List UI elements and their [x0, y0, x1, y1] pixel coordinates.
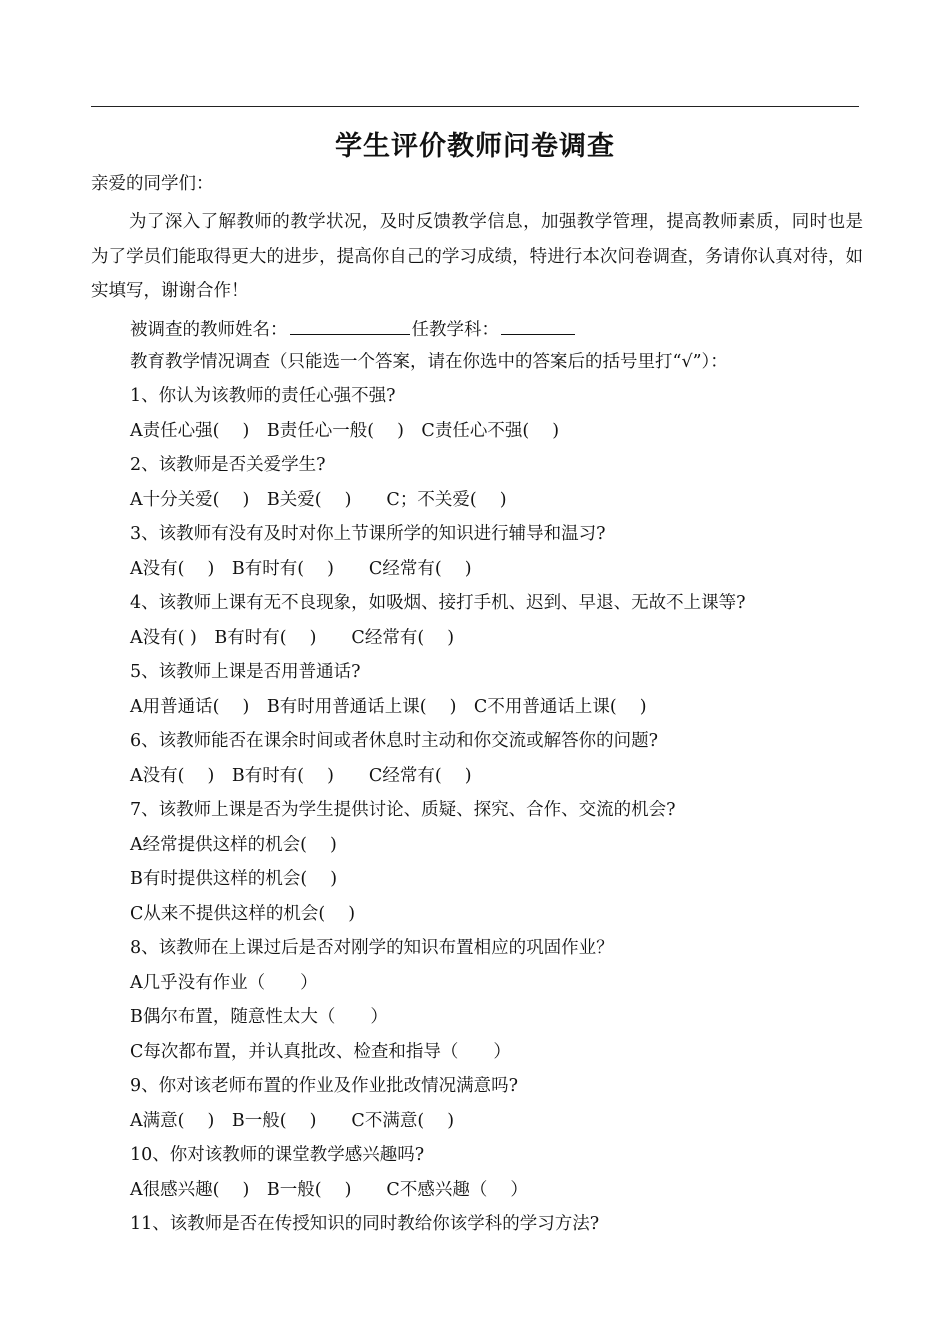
question-5: 5、该教师上课是否用普通话? [130, 662, 361, 682]
question-8: 8、该教师在上课过后是否对刚学的知识布置相应的巩固作业？ [130, 938, 614, 958]
question-6-options[interactable]: A没有( ) B有时有( ) C经常有( ) [130, 766, 472, 786]
question-4: 4、该教师上课有无不良现象，如吸烟、接打手机、迟到、早退、无故不上课等? [130, 593, 746, 613]
question-3: 3、该教师有没有及时对你上节课所学的知识进行辅导和温习? [130, 524, 606, 544]
question-7-option-b[interactable]: B有时提供这样的机会( ) [130, 869, 338, 889]
question-5-options[interactable]: A用普通话( ) B有时用普通话上课( ) C不用普通话上课( ) [130, 697, 647, 717]
question-6: 6、该教师能否在课余时间或者休息时主动和你交流或解答你的问题? [130, 731, 659, 751]
question-7-option-a[interactable]: A经常提供这样的机会( ) [130, 835, 337, 855]
subject-label: 任教学科： [411, 320, 499, 340]
header-rule [91, 106, 859, 107]
page-title: 学生评价教师问卷调查 [335, 131, 615, 162]
teacher-name-field[interactable] [290, 316, 410, 335]
question-7: 7、该教师上课是否为学生提供讨论、质疑、探究、合作、交流的机会? [130, 800, 676, 820]
teacher-info-line [130, 316, 577, 342]
question-1: 1、你认为该教师的责任心强不强? [130, 386, 396, 406]
instructions: 教育教学情况调查（只能选一个答案，请在你选中的答案后的括号里打“√”）： [130, 352, 728, 372]
question-4-options[interactable]: A没有( ) B有时有( ) C经常有( ) [130, 628, 455, 648]
question-1-options[interactable]: A责任心强( ) B责任心一般( ) C责任心不强( ) [130, 421, 560, 441]
intro-paragraph: 为了深入了解教师的教学状况，及时反馈教学信息，加强教学管理，提高教师素质，同时也是为了学员们能取得更大的进步，提高你自己的学习成绩，特进行本次问卷调查，务请你认真对待，如实填写，谢谢合作！ [91, 212, 863, 301]
greeting: 亲爱的同学们： [91, 174, 214, 194]
subject-field[interactable] [501, 316, 575, 335]
question-7-option-c[interactable]: C从来不提供这样的机会( ) [130, 904, 356, 924]
teacher-name-label: 被调查的教师姓名： [130, 320, 288, 340]
question-10-options[interactable]: A很感兴趣( ) B一般( ) C不感兴趣（ ） [130, 1180, 528, 1200]
question-10: 10、你对该教师的课堂教学感兴趣吗? [130, 1145, 425, 1165]
question-9-options[interactable]: A满意( ) B一般( ) C不满意( ) [130, 1111, 455, 1131]
question-8-option-a[interactable]: A几乎没有作业（ ） [130, 973, 318, 993]
question-9: 9、你对该老师布置的作业及作业批改情况满意吗? [130, 1076, 519, 1096]
question-3-options[interactable]: A没有( ) B有时有( ) C经常有( ) [130, 559, 472, 579]
question-2-options[interactable]: A十分关爱( ) B关爱( ) C；不关爱( ) [130, 490, 507, 510]
question-8-option-c[interactable]: C每次都布置，并认真批改、检查和指导（ ） [130, 1042, 511, 1062]
question-2: 2、该教师是否关爱学生? [130, 455, 326, 475]
question-8-option-b[interactable]: B偶尔布置，随意性太大（ ） [130, 1007, 388, 1027]
question-11: 11、该教师是否在传授知识的同时教给你该学科的学习方法? [130, 1214, 600, 1234]
